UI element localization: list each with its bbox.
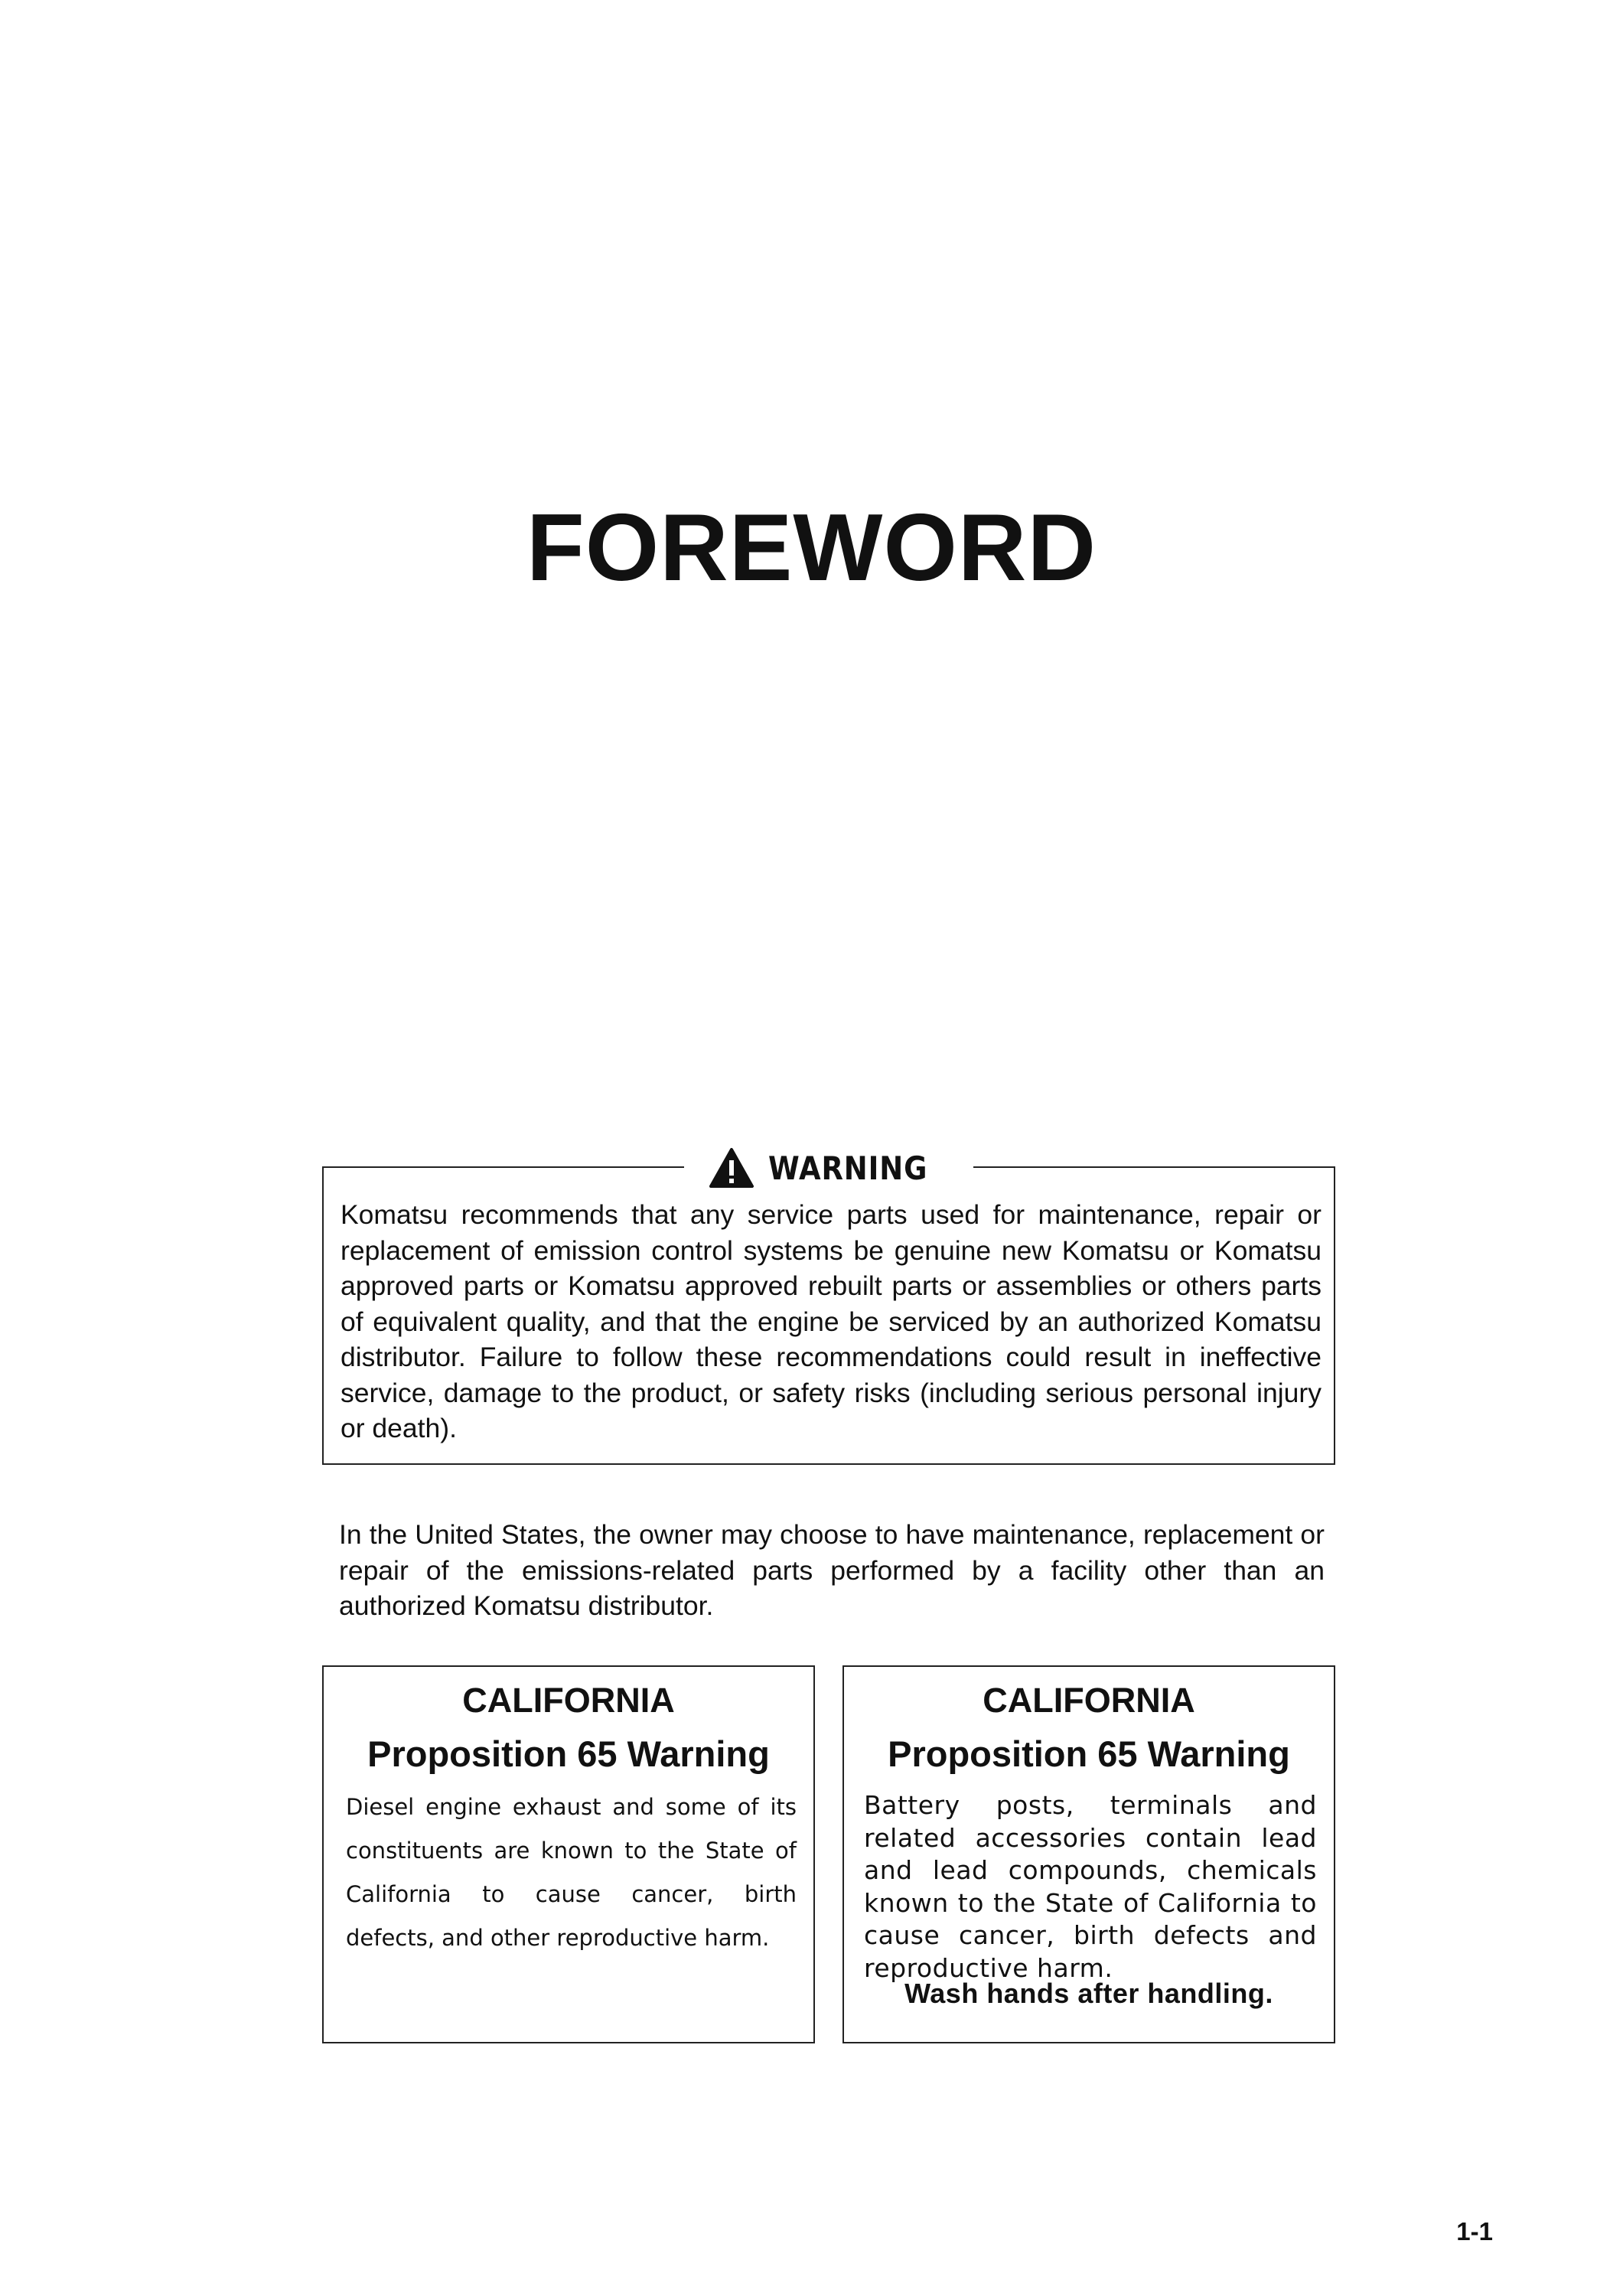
- warning-triangle-icon: [709, 1147, 754, 1189]
- prop65-box-battery: [842, 1665, 1335, 2043]
- wash-hands-note: Wash hands after handling.: [904, 1978, 1273, 2009]
- prop65-body: Diesel engine exhaust and some of its constituents are known to the State of California to cause cancer, birth defects, and other reproductive harm.: [346, 1794, 797, 1951]
- prop65-subheading: Proposition 65 Warning: [367, 1733, 770, 1774]
- warning-box: [322, 1149, 1335, 1465]
- page-title: FOREWORD: [526, 495, 1097, 601]
- warning-text: Komatsu recommends that any service parts used for maintenance, repair or replacement of emission control systems be genuine new Komatsu or Komatsu approved parts or Komatsu approved rebuilt parts or assemblies or others parts of equivalent quality, and that the engine be serviced by an authorized Komatsu distributor. Failure to follow these recommendations could result in ineffective service, damage to the product, or safety risks (including serious personal injury or death).: [341, 1199, 1322, 1443]
- warning-header: [324, 1142, 1334, 1194]
- prop65-heading: CALIFORNIA: [462, 1681, 675, 1720]
- prop65-subheading: Proposition 65 Warning: [888, 1733, 1290, 1774]
- warning-label: WARNING: [768, 1149, 927, 1187]
- prop65-box-diesel: [322, 1665, 815, 2043]
- prop65-heading: CALIFORNIA: [983, 1681, 1195, 1720]
- owner-note: In the United States, the owner may choose to have maintenance, replacement or repair of the emissions-related parts performed by a facility other than an authorized Komatsu distributor.: [339, 1519, 1325, 1621]
- page-number: 1-1: [1456, 2217, 1493, 2245]
- prop65-body: Battery posts, terminals and related accessories contain lead and lead compounds, chemicals known to the State of California to cause cancer, birth defects and reproductive harm.: [864, 1790, 1317, 1983]
